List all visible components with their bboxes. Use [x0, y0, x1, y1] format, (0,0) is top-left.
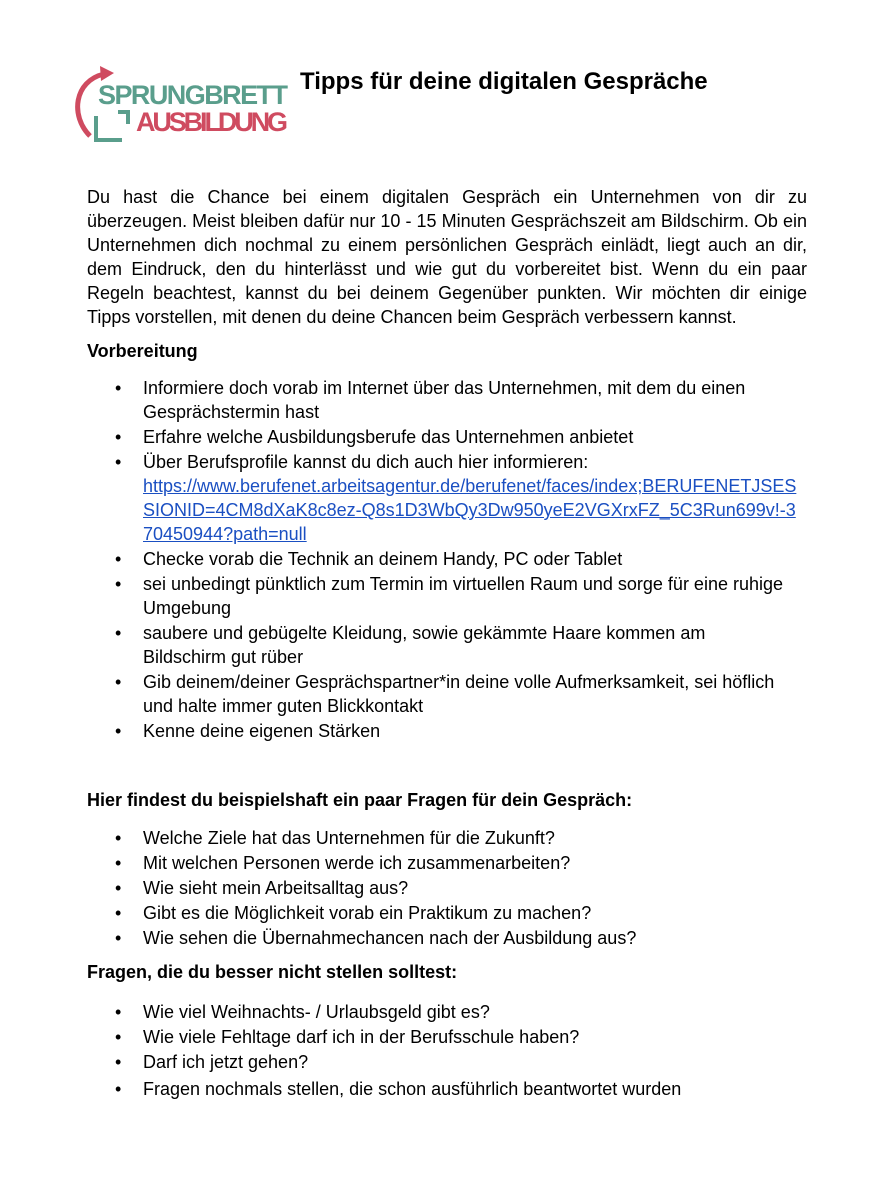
list-item: • Kenne deine eigenen Stärken: [87, 719, 787, 743]
list-item: • sei unbedingt pünktlich zum Termin im virtuellen Raum und sorge für eine ruhige Umgebung: [87, 572, 787, 620]
sprungbrett-logo: [74, 66, 294, 146]
section-heading: Fragen, die du besser nicht stellen solltest:: [87, 962, 458, 982]
list-item: • Mit welchen Personen werde ich zusammenarbeiten?: [87, 851, 787, 875]
berufenet-link[interactable]: https://www.berufenet.arbeitsagentur.de/berufenet/faces/index;BERUFENETJSESSIONID=4CM8dXaK8c8ez-Q8s1D3WbQy3Dw950yeE2VGXrxFZ_5C3Run699v!-370450944?path=null: [143, 476, 797, 544]
list-item: • Darf ich jetzt gehen?: [87, 1050, 787, 1074]
list-item: • Erfahre welche Ausbildungsberufe das Unternehmen anbietet: [87, 425, 787, 449]
list-item: • Wie sieht mein Arbeitsalltag aus?: [87, 876, 787, 900]
intro-paragraph: Du hast die Chance bei einem digitalen Gespräch ein Unternehmen von dir zu überzeugen. Meist bleiben dafür nur 10 - 15 Minuten Gesprächszeit am Bildschirm. Ob ein Unternehmen dich nochmal zu einem persönlichen Gespräch einlädt, liegt auch an dir, dem Eindruck, den du hinterlässt und wie gut du vorbereitet bist. Wenn du ein paar Regeln beachtest, kannst du bei deinem Gegenüber punkten. Wir möchten dir einige Tipps vorstellen, mit denen du deine Chancen beim Gespräch verbessern kannst.: [87, 187, 807, 327]
avoid-questions-list: [87, 1000, 787, 1102]
section-heading: Vorbereitung: [87, 341, 198, 361]
list-item: • Wie viele Fehltage darf ich in der Berufsschule haben?: [87, 1025, 787, 1049]
list-item: [87, 450, 797, 546]
list-item-text: Über Berufsprofile kannst du dich auch hier informieren:: [143, 452, 589, 472]
preparation-list: [87, 376, 797, 744]
list-item: • Gib deinem/deiner Gesprächspartner*in deine volle Aufmerksamkeit, sei höflich und halte immer guten Blickkontakt: [87, 670, 787, 718]
list-item: • Informiere doch vorab im Internet über das Unternehmen, mit dem du einen Gesprächstermin hast: [87, 376, 787, 424]
list-item: • Fragen nochmals stellen, die schon ausführlich beantwortet wurden: [87, 1077, 787, 1101]
list-item: • Wie viel Weihnachts- / Urlaubsgeld gibt es?: [87, 1000, 787, 1024]
list-item: • Gibt es die Möglichkeit vorab ein Praktikum zu machen?: [87, 901, 787, 925]
list-item: • saubere und gebügelte Kleidung, sowie gekämmte Haare kommen am Bildschirm gut rüber: [87, 621, 787, 669]
list-item: • Wie sehen die Übernahmechancen nach der Ausbildung aus?: [87, 926, 787, 950]
section-heading: Hier findest du beispielshaft ein paar Fragen für dein Gespräch:: [87, 790, 633, 810]
svg-text:SPRUNGBRETT: SPRUNGBRETT: [98, 80, 288, 110]
list-item: • Welche Ziele hat das Unternehmen für die Zukunft?: [87, 826, 787, 850]
list-item: • Checke vorab die Technik an deinem Handy, PC oder Tablet: [87, 547, 787, 571]
svg-text:AUSBILDUNG: AUSBILDUNG: [136, 107, 288, 137]
questions-list: [87, 826, 787, 951]
page-title: Tipps für deine digitalen Gespräche: [300, 68, 708, 95]
